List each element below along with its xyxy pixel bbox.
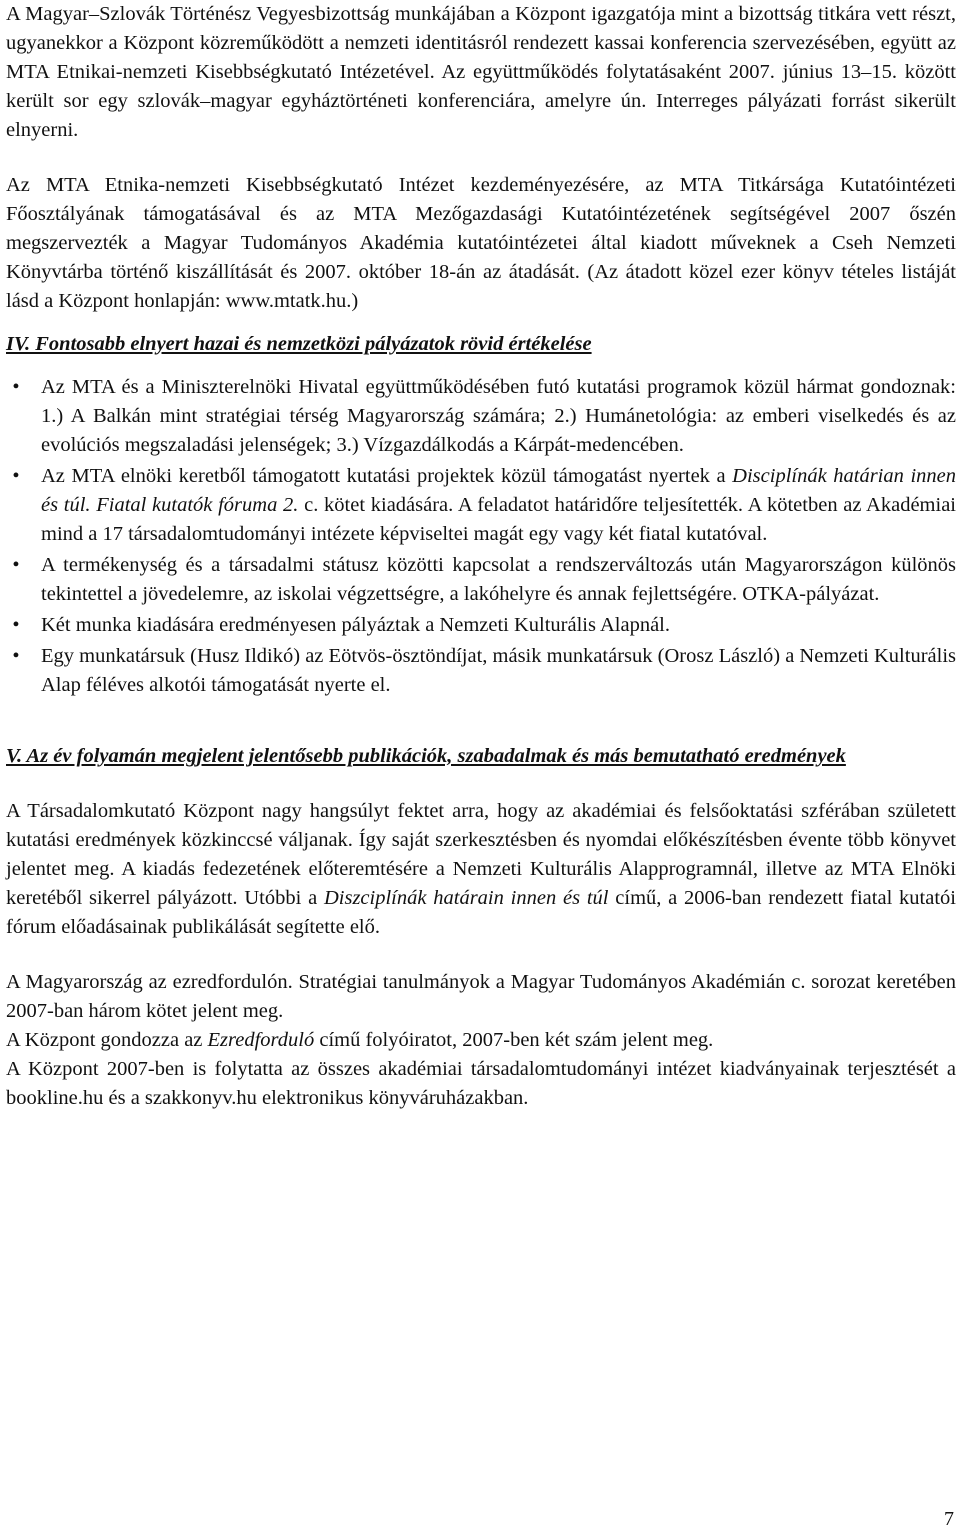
bullet-icon: • (12, 465, 20, 487)
bullet-icon: • (12, 376, 20, 398)
section-heading-v: V. Az év folyamán megjelent jelentősebb publikációk, szabadalmak és más bemutatható eredmények (6, 745, 846, 767)
journal-title: Ezredforduló (207, 1029, 315, 1051)
paragraph-text-before: A Társadalomkutató Központ nagy hangsúlyt fektet arra, hogy az akadémiai és felsőoktatási szférában született kutatási eredmények közkinccsé váljanak. Így saját szerkesztésben és nyomdai előkészítésben évente több könyvet jelentet meg. A kiadás fedezetének előteremtésére a Nemzeti Kulturális Alapprogramnál, illetve az MTA Elnöki keretéből sikerrel pályázott. Utóbbi a (6, 800, 956, 909)
paragraph-strategic-studies: A Magyarország az ezredfordulón. Stratégiai tanulmányok a Magyar Tudományos Akadémián c. sorozat keretében 2007-ban három kötet jelent meg. (6, 971, 956, 1022)
bullet-icon: • (12, 614, 20, 636)
list-item (6, 551, 956, 609)
list-item (6, 462, 956, 549)
paragraph-distribution: A Központ 2007-ben is folytatta az összes akadémiai társadalomtudományi intézet kiadványainak terjesztését a bookline.hu és a szakkonyv.hu elektronikus könyváruházakban. (6, 1058, 956, 1109)
paragraph-text-before: A Központ gondozza az (6, 1029, 208, 1051)
list-item (6, 373, 956, 460)
bullet-icon: • (12, 554, 20, 576)
list-item (6, 611, 956, 640)
paragraph-publications-intro (6, 797, 956, 942)
book-title: Disciplínák határian innen és túl. Fiatal kutatók fóruma 2. (41, 465, 956, 516)
list-item-text: A termékenység és a társadalmi státusz közötti kapcsolat a rendszerváltozás után Magyarországon különös tekintettel a jövedelemre, az iskolai végzettségre, a lakóhelyre és annak fejlettségére. OTKA-pályázat. (41, 554, 956, 605)
page-number: 7 (944, 1508, 954, 1530)
list-item-text-after: c. kötet kiadására. A feladatot határidőre teljesítették. A kötetben az Akadémiai mind a 17 társadalomtudományi intézete képviseltei magát egy vagy két fiatal kutatóval. (41, 494, 956, 545)
section-heading-iv: IV. Fontosabb elnyert hazai és nemzetközi pályázatok rövid értékelése (6, 333, 592, 355)
list-item-text: Egy munkatársuk (Husz Ildikó) az Eötvös-ösztöndíjat, másik munkatársuk (Orosz László) a Nemzeti Kulturális Alap féléves alkotói támogatását nyerte el. (41, 645, 956, 696)
paragraph-slovak-hungarian-commission: A Magyar–Szlovák Történész Vegyesbizottság munkájában a Központ igazgatója mint a bizottság titkára vett részt, ugyanekkor a Központ közreműködött a nemzeti identitásról rendezett kassai konferencia szervezésében, együtt az MTA Etnikai-nemzeti Kisebbségkutató Intézetével. Az együttműködés folytatásaként 2007. június 13–15. között került sor egy szlovák–magyar egyháztörténeti konferenciára, amelyre ún. Interreges pályázati forrást sikerült elnyerni. (6, 3, 956, 141)
list-item-text-before: Az MTA elnöki keretből támogatott kutatási projektek közül támogatást nyertek a (41, 465, 733, 487)
bullet-icon: • (12, 645, 20, 667)
list-item-text: Az MTA és a Miniszterelnöki Hivatal együttműködésében futó kutatási programok közül hármat gondoznak: 1.) A Balkán mint stratégiai térség Magyarország számára; 2.) Humánetológia: az emberi viselkedés és az evolúciós megszaladási jelenségek; 3.) Vízgazdálkodás a Kárpát-medencében. (41, 376, 956, 456)
paragraph-journal (6, 1026, 956, 1055)
document-page (6, 0, 956, 1113)
book-title: Diszciplínák határain innen és túl (323, 887, 609, 909)
paragraph-text-after: című, a 2006-ban rendezett fiatal kutatói fórum előadásainak publikálását segítette elő. (6, 887, 956, 938)
paragraph-czech-library-books: Az MTA Etnika-nemzeti Kisebbségkutató Intézet kezdeményezésére, az MTA Titkársága Kutatóintézeti Főosztályának támogatásával és az MTA Mezőgazdasági Kutatóintézetének segítségével 2007 őszén megszervezték a Magyar Tudományos Akadémia kutatóintézetei által kiadott műveknek a Cseh Nemzeti Könyvtárba történő kiszállítását és 2007. október 18-án az átadását. (Az átadott közel ezer könyv tételes listáját lásd a Központ honlapján: www.mtatk.hu.) (6, 174, 956, 312)
list-item (6, 642, 956, 700)
grants-list (6, 373, 956, 700)
list-item-text: Két munka kiadására eredményesen pályáztak a Nemzeti Kulturális Alapnál. (41, 614, 670, 636)
paragraph-text-after: című folyóiratot, 2007-ben két szám jelent meg. (314, 1029, 714, 1051)
